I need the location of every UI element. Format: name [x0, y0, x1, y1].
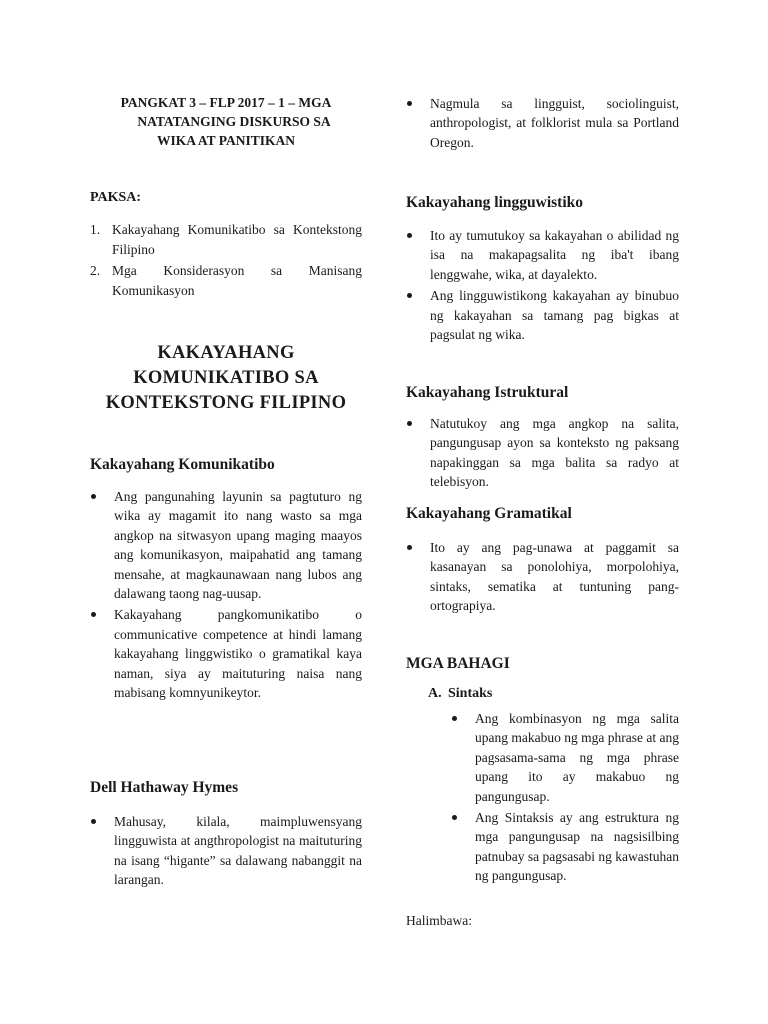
bullet-list — [451, 709, 679, 886]
header-line-1: PANGKAT 3 – FLP 2017 – 1 – MGA — [120, 95, 332, 110]
sub-heading-label: Sintaks — [448, 686, 493, 701]
list-item: Nagmula sa lingguist, sociolinguist, anthropologist, at folklorist mula sa Portland Oregon. — [406, 94, 679, 152]
list-item — [90, 261, 362, 300]
list-item: Ito ay ang pag-unawa at paggamit sa kasanayan sa ponolohiya, morpolohiya, sintaks, sematika at tuntuning pang-ortograpiya. — [406, 538, 679, 616]
section-heading: Kakayahang Gramatikal — [406, 505, 572, 522]
section-heading: Kakayahang Istruktural — [406, 384, 569, 401]
list-item: Ang kombinasyon ng mga salita upang makabuo ng mga phrase at ang pagsasama-sama ng mga phrase upang ito ay makabuo ng pangungusap. — [451, 709, 679, 806]
list-number: 2. — [90, 263, 101, 278]
header-line-2: NATATANGING DISKURSO SA — [137, 114, 331, 129]
bullet-list — [90, 812, 362, 890]
bullet-list — [406, 94, 679, 152]
section-heading: Kakayahang Komunikatibo — [90, 456, 275, 473]
bullet-list — [406, 414, 679, 492]
paksa-list — [90, 220, 362, 300]
header-line-3: WIKA AT PANITIKAN — [156, 133, 296, 148]
paksa-label: PAKSA: — [90, 190, 142, 205]
list-item: Kakayahang pangkomunikatibo o communicative competence at hindi lamang kakayahang linggwistiko o gramatikal kaya naman, siya ay maituturing naisa nang mabisang komnyunikeytor. — [90, 605, 362, 702]
sub-heading-letter: A. — [428, 686, 442, 701]
list-text: Mga Konsiderasyon sa Manisang Komunikasyon — [112, 263, 362, 298]
group-header — [90, 93, 362, 150]
section-heading: Kakayahang lingguwistiko — [406, 194, 584, 211]
list-item: Ito ay tumutukoy sa kakayahan o abilidad ng isa na makapagsalita ng iba't ibang lenggwahe, wika, at dayalekto. — [406, 226, 679, 284]
bullet-list — [90, 487, 362, 702]
main-title-line-1: KAKAYAHANG — [157, 343, 295, 363]
list-number: 1. — [90, 222, 101, 237]
list-item: Ang Sintaksis ay ang estruktura ng mga pangungusap na nagsisilbing patnubay sa pagsasabi ng kawastuhan ng pangungusap. — [451, 808, 679, 886]
sub-heading — [428, 686, 679, 702]
example-label: Halimbawa: — [406, 913, 472, 928]
main-title-line-3: KONTEKSTONG FILIPINO — [105, 393, 347, 413]
bullet-list — [406, 538, 679, 616]
list-item: Ang lingguwistikong kakayahan ay binubuo ng kakayahan sa tamang pag bigkas at pagsulat ng wika. — [406, 286, 679, 344]
bullet-list — [406, 226, 679, 344]
list-text: Kakayahang Komunikatibo sa Kontekstong Filipino — [112, 222, 362, 257]
list-item — [90, 220, 362, 259]
section-heading: MGA BAHAGI — [406, 655, 510, 672]
list-item: Ang pangunahing layunin sa pagtuturo ng wika ay magamit ito nang wasto sa mga angkop na sitwasyon upang maging maayos ang komunikasyon, maipahatid ang tamang mensahe, at magkaunawaan nang lubos ang dalawang taong nag-uusap. — [90, 487, 362, 603]
main-title — [90, 341, 362, 416]
list-item: Natutukoy ang mga angkop na salita, pangungusap ayon sa konteksto ng paksang napakinggan sa mga balita sa radyo at telebisyon. — [406, 414, 679, 492]
main-title-line-2: KOMUNIKATIBO SA — [133, 368, 319, 388]
section-heading: Dell Hathaway Hymes — [90, 779, 239, 796]
list-item: Mahusay, kilala, maimpluwensyang lingguwista at angthropologist na maituturing na isang “higante” sa dalawang nabanggit na larangan. — [90, 812, 362, 890]
